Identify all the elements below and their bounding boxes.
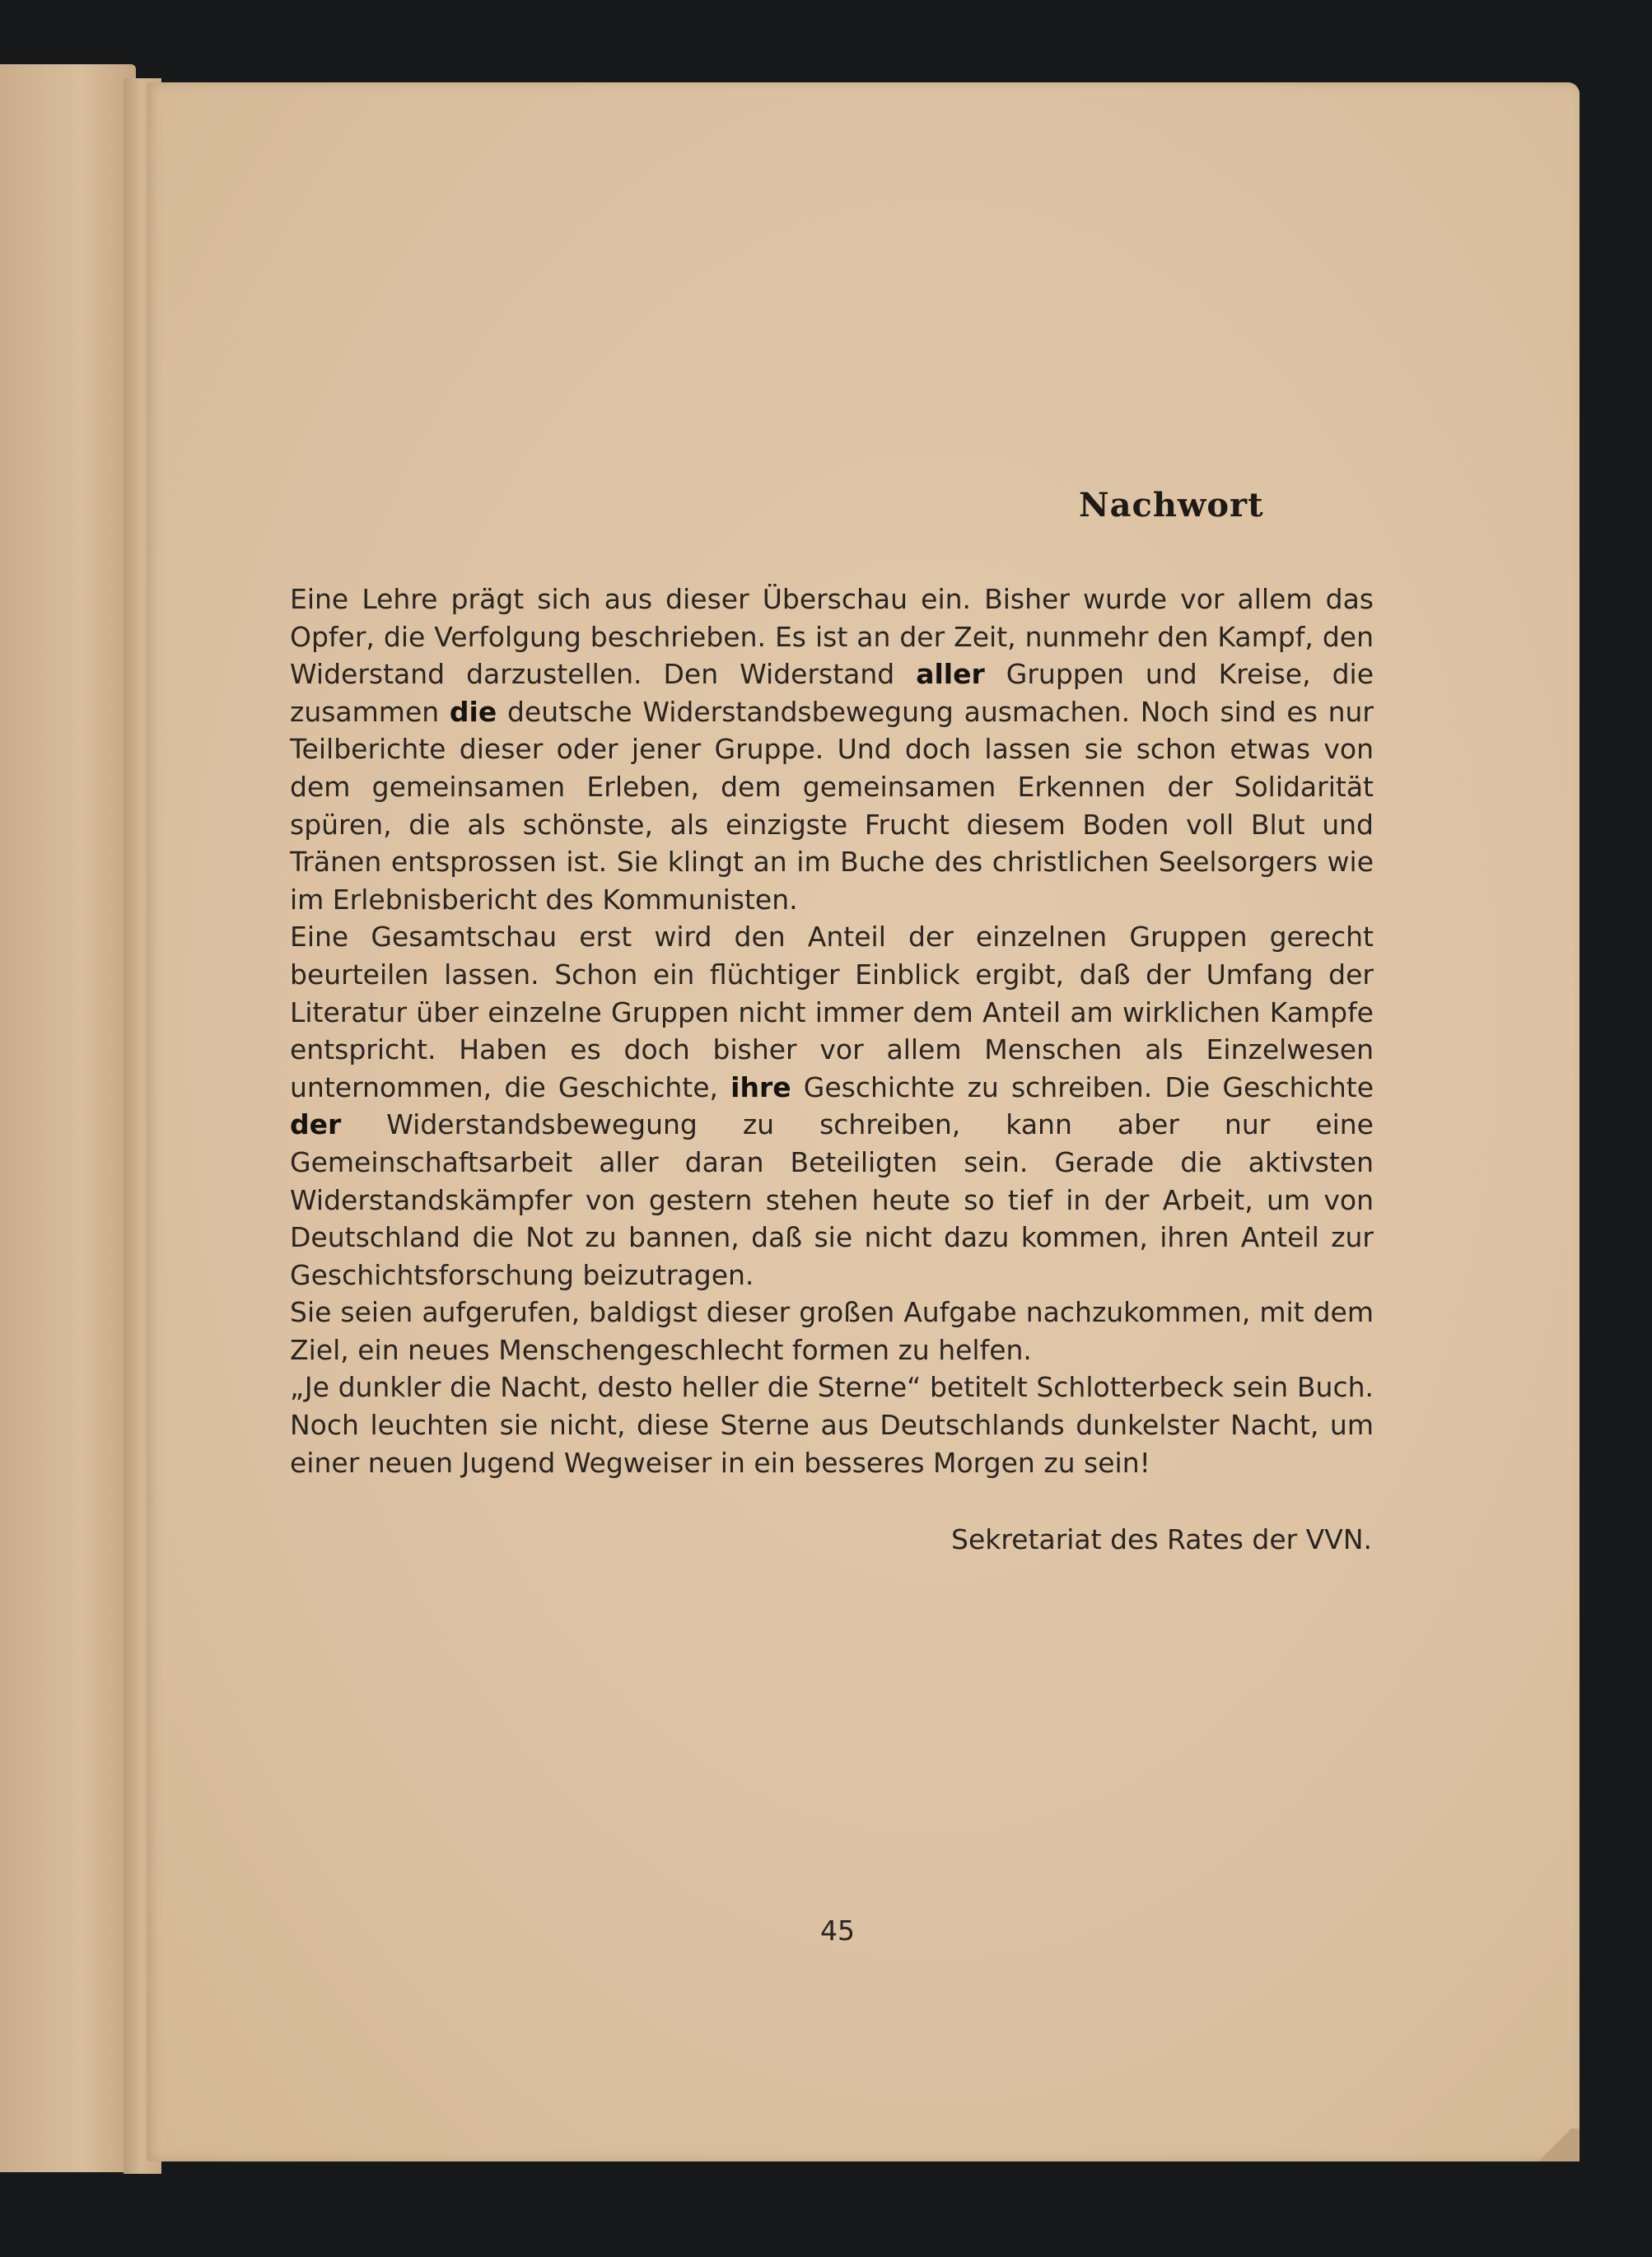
signature: Sekretariat des Rates der VVN. bbox=[951, 1523, 1372, 1555]
paragraph-1: Eine Lehre prägt sich aus dieser Überschau ein. Bisher wurde vor allem das Opfer, die Verfolgung beschrieben. Es ist an der Zeit, nunmehr den Kampf, den Widerstand darzustellen. Den Widerstand aller Gruppen und Kreise, die zusammen die deutsche Widerstandsbewegung ausmachen. Noch sind es nur Teilberichte dieser oder jener Gruppe. Und doch lassen sie schon etwas von dem gemeinsamen Erleben, dem gemeinsamen Erkennen der Solidarität spüren, die als schönste, als einzigste Frucht diesem Boden voll Blut und Tränen entsprossen ist. Sie klingt an im Buche des christlichen Seelsorgers wie im Erlebnisbericht des Kommunisten. bbox=[290, 583, 1374, 916]
page-heading: Nachwort bbox=[1079, 486, 1264, 525]
page-number: 45 bbox=[820, 1914, 855, 1947]
paragraph-2: Eine Gesamtschau erst wird den Anteil der einzelnen Gruppen gerecht beurteilen lassen. Schon ein flüchtiger Einblick ergibt, daß der Umfang der Literatur über einzelne Gruppen nicht immer dem Anteil am wirklichen Kampfe entspricht. Haben es doch bisher vor allem Menschen als Einzelwesen unternommen, die Geschichte, ihre Geschichte zu schreiben. Die Geschichte der Widerstandsbewegung zu schreiben, kann aber nur eine Gemeinschaftsarbeit aller daran Beteiligten sein. Gerade die aktivsten Widerstandskämpfer von gestern stehen heute so tief in der Arbeit, um von Deutschland die Not zu bannen, daß sie nicht dazu kommen, ihren Anteil zur Geschichtsforschung beizutragen. bbox=[290, 921, 1374, 1291]
page-corner bbox=[1530, 2129, 1580, 2161]
paragraph-3: Sie seien aufgerufen, baldigst dieser großen Aufgabe nachzukommen, mit dem Ziel, ein neues Menschengeschlecht formen zu helfen. bbox=[290, 1296, 1374, 1366]
paragraph-4: „Je dunkler die Nacht, desto heller die Sterne“ betitelt Schlotterbeck sein Buch. Noch leuchten sie nicht, diese Sterne aus Deutschlands dunkelster Nacht, um einer neuen Jugend Wegweiser in ein besseres Morgen zu sein! bbox=[290, 1371, 1374, 1479]
emphasis-die: die bbox=[449, 695, 497, 728]
emphasis-aller: aller bbox=[916, 658, 985, 691]
left-page-edge bbox=[0, 64, 136, 2172]
emphasis-ihre: ihre bbox=[730, 1070, 791, 1103]
body-text bbox=[290, 581, 1374, 1481]
emphasis-der: der bbox=[290, 1108, 342, 1141]
